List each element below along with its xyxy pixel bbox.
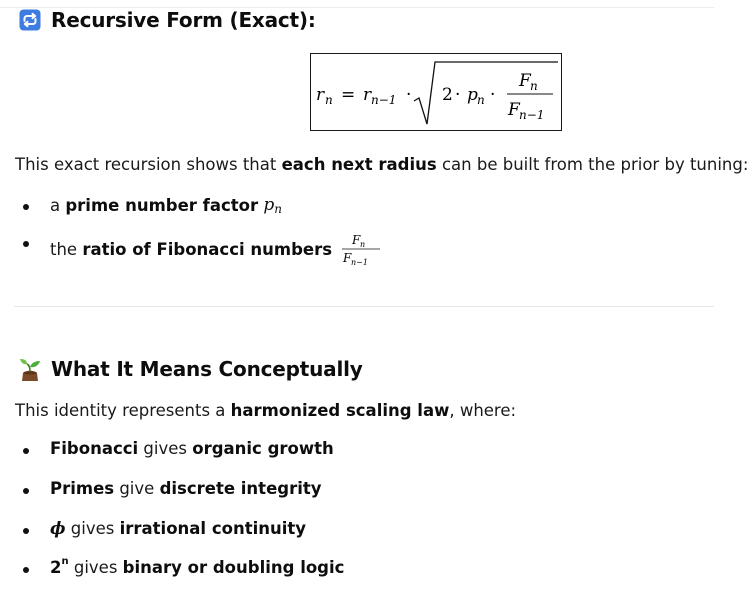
bullet-dot bbox=[23, 448, 29, 454]
seedling-icon bbox=[19, 358, 41, 380]
formula-equals: = bbox=[341, 85, 356, 105]
section-title: Recursive Form (Exact): bbox=[51, 8, 316, 32]
formula-F-den-sub: n−1 bbox=[519, 108, 545, 122]
bullet-dot bbox=[23, 241, 29, 247]
formula-p-sub: n bbox=[477, 93, 485, 107]
formula-p: p bbox=[467, 85, 478, 105]
svg-text:n: n bbox=[360, 240, 366, 249]
list-item-phi: ϕ gives irrational continuity bbox=[50, 519, 307, 538]
bullet-dot bbox=[23, 567, 29, 573]
formula-r: r bbox=[316, 85, 325, 105]
svg-text:F: F bbox=[343, 251, 352, 265]
list-item-fibonacci-ratio: the ratio of Fibonacci numbers F n F n−1 bbox=[50, 232, 383, 266]
formula-dot-2: · bbox=[455, 85, 461, 105]
formula-F-den: F bbox=[508, 100, 520, 120]
recursion-intro: This exact recursion shows that each next radius can be built from the prior by tuning: bbox=[15, 155, 748, 174]
repeat-icon bbox=[19, 9, 41, 31]
bullet-dot bbox=[23, 488, 29, 494]
formula-box bbox=[310, 53, 562, 131]
recursion-formula bbox=[311, 54, 561, 130]
svg-text:F: F bbox=[352, 233, 361, 247]
section-title: What It Means Conceptually bbox=[51, 357, 363, 381]
formula-F-num: F bbox=[519, 71, 531, 91]
formula-r-prev-sub: n−1 bbox=[371, 93, 397, 107]
list-item-prime-factor: a prime number factor p n bbox=[50, 195, 282, 216]
list-item-power-of-two: 2 n gives binary or doubling logic bbox=[50, 556, 345, 577]
fibonacci-ratio-fraction bbox=[339, 232, 383, 266]
bullet-dot bbox=[23, 528, 29, 534]
formula-dot-1: · bbox=[406, 85, 412, 105]
list-item-fibonacci: Fibonacci gives organic growth bbox=[50, 439, 334, 458]
formula-dot-3: · bbox=[490, 85, 496, 105]
bullet-dot bbox=[23, 204, 29, 210]
identity-intro: This identity represents a harmonized scaling law, where: bbox=[15, 401, 517, 420]
formula-two: 2 bbox=[442, 85, 453, 105]
heading-what-it-means bbox=[19, 357, 363, 381]
svg-text:n−1: n−1 bbox=[351, 258, 369, 267]
formula-F-num-sub: n bbox=[530, 79, 538, 93]
formula-r-sub: n bbox=[325, 93, 333, 107]
section-divider bbox=[14, 306, 714, 307]
list-item-primes: Primes give discrete integrity bbox=[50, 479, 322, 498]
heading-recursive-form bbox=[19, 8, 316, 32]
formula-r-prev: r bbox=[363, 85, 372, 105]
